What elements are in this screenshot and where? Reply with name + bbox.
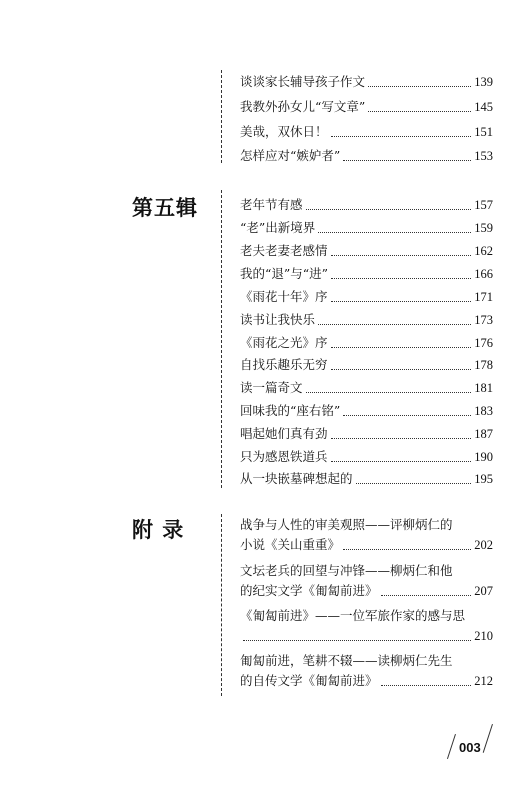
toc-entry[interactable] <box>240 467 493 487</box>
toc-entry[interactable] <box>240 308 493 328</box>
toc-entry-title-line1: 《匍匐前进》——一位军旅作家的感与思 <box>240 608 466 623</box>
leader-dots <box>331 368 472 370</box>
leader-dots <box>306 208 472 210</box>
toc-entry-title: 的纪实文学《匍匐前进》 <box>240 583 378 598</box>
toc-entry-title: 只为感恩铁道兵 <box>240 449 328 464</box>
toc-entry[interactable] <box>240 95 493 115</box>
toc-entry-page: 181 <box>474 381 493 395</box>
toc-entry-title: 的自传文学《匍匐前进》 <box>240 673 378 688</box>
toc-entry-page: 183 <box>474 404 493 418</box>
toc-entry-title: 唱起她们真有劲 <box>240 426 328 441</box>
toc-entry-page: 153 <box>474 149 493 163</box>
toc-entry[interactable] <box>240 262 493 282</box>
toc-entry-page: 171 <box>474 290 493 304</box>
toc-entry[interactable] <box>240 285 493 305</box>
leader-dots <box>331 460 472 462</box>
section-title-appendix: 附 录 <box>132 517 185 542</box>
leader-dots <box>343 414 471 416</box>
toc-entry-title: “老”出新境界 <box>240 220 316 235</box>
leader-dots <box>331 135 472 137</box>
toc-entry-page: 162 <box>474 244 493 258</box>
leader-dots <box>331 437 472 439</box>
leader-dots <box>368 85 471 87</box>
toc-entry-title: 自找乐趣乐无穷 <box>240 357 328 372</box>
toc-entry-title: 我的“退”与“进” <box>240 266 329 281</box>
toc-entry-page: 202 <box>474 538 493 552</box>
toc-entry-page: 210 <box>474 629 493 643</box>
toc-entry-page: 151 <box>474 125 493 139</box>
leader-dots <box>343 548 471 550</box>
divider-rule <box>221 514 222 696</box>
toc-entry[interactable] <box>240 120 493 140</box>
leader-dots <box>243 639 471 641</box>
toc-entry[interactable] <box>240 445 493 465</box>
toc-entry-page: 139 <box>474 75 493 89</box>
toc-entry-title: 从一块嵌墓碑想起的 <box>240 471 353 486</box>
toc-entry[interactable] <box>240 669 493 689</box>
toc-entry-page: 159 <box>474 221 493 235</box>
leader-dots <box>331 300 472 302</box>
divider-rule <box>221 190 222 488</box>
leader-dots <box>331 346 472 348</box>
section-title-5: 第五辑 <box>132 195 198 220</box>
toc-entry-title-line1: 战争与人性的审美观照——评柳炳仁的 <box>240 517 453 532</box>
page-number: 003 <box>459 740 481 755</box>
toc-entry[interactable] <box>240 216 493 236</box>
toc-entry-page: 212 <box>474 674 493 688</box>
leader-dots <box>331 254 472 256</box>
toc-entry[interactable] <box>240 353 493 373</box>
toc-entry-title: 美哉，双休日！ <box>240 124 328 139</box>
toc-entry-page: 145 <box>474 100 493 114</box>
toc-entry[interactable] <box>240 579 493 599</box>
toc-entry-title: 读书让我快乐 <box>240 312 316 327</box>
leader-dots <box>356 482 472 484</box>
toc-entry[interactable] <box>240 422 493 442</box>
toc-entry-title: 怎样应对“嫉妒者” <box>240 148 341 163</box>
toc-entry-title: 读一篇奇文 <box>240 380 303 395</box>
leader-dots <box>318 323 471 325</box>
toc-entry[interactable] <box>240 399 493 419</box>
toc-entry[interactable] <box>240 331 493 351</box>
toc-entry-title: 小说《关山重重》 <box>240 537 341 552</box>
leader-dots <box>331 277 471 279</box>
page-slash-right <box>483 724 493 753</box>
toc-entry-page: 190 <box>474 450 493 464</box>
toc-entry-title-line1: 匍匐前进，笔耕不辍——读柳炳仁先生 <box>240 653 453 668</box>
leader-dots <box>306 391 472 393</box>
toc-entry[interactable] <box>240 193 493 213</box>
toc-entry-page: 187 <box>474 427 493 441</box>
leader-dots <box>381 594 472 596</box>
toc-entry[interactable] <box>240 70 493 90</box>
leader-dots <box>343 159 471 161</box>
toc-entry-title: 谈谈家长辅导孩子作文 <box>240 74 366 89</box>
toc-entry-title: 老夫老妻老感情 <box>240 243 328 258</box>
toc-entry-title: 《雨花之光》序 <box>240 335 328 350</box>
toc-entry[interactable] <box>240 239 493 259</box>
leader-dots <box>318 231 471 233</box>
toc-entry-page: 195 <box>474 472 493 486</box>
page-slash-left <box>447 734 456 759</box>
toc-entry-page: 176 <box>474 336 493 350</box>
divider-rule <box>221 70 222 163</box>
leader-dots <box>381 684 472 686</box>
toc-entry[interactable] <box>240 624 493 644</box>
toc-entry-page: 166 <box>474 267 493 281</box>
toc-entry-title: 我教外孙女儿“写文章” <box>240 99 366 114</box>
toc-entry-page: 157 <box>474 198 493 212</box>
toc-entry-page: 207 <box>474 584 493 598</box>
toc-entry-title: 回味我的“座右铭” <box>240 403 341 418</box>
toc-entry[interactable] <box>240 376 493 396</box>
toc-entry-title-line1: 文坛老兵的回望与冲锋——柳炳仁和他 <box>240 563 453 578</box>
toc-entry[interactable] <box>240 144 493 164</box>
toc-entry-title: 《雨花十年》序 <box>240 289 328 304</box>
toc-entry[interactable] <box>240 533 493 553</box>
leader-dots <box>368 110 471 112</box>
toc-entry-page: 173 <box>474 313 493 327</box>
toc-entry-page: 178 <box>474 358 493 372</box>
toc-entry-title: 老年节有感 <box>240 197 303 212</box>
